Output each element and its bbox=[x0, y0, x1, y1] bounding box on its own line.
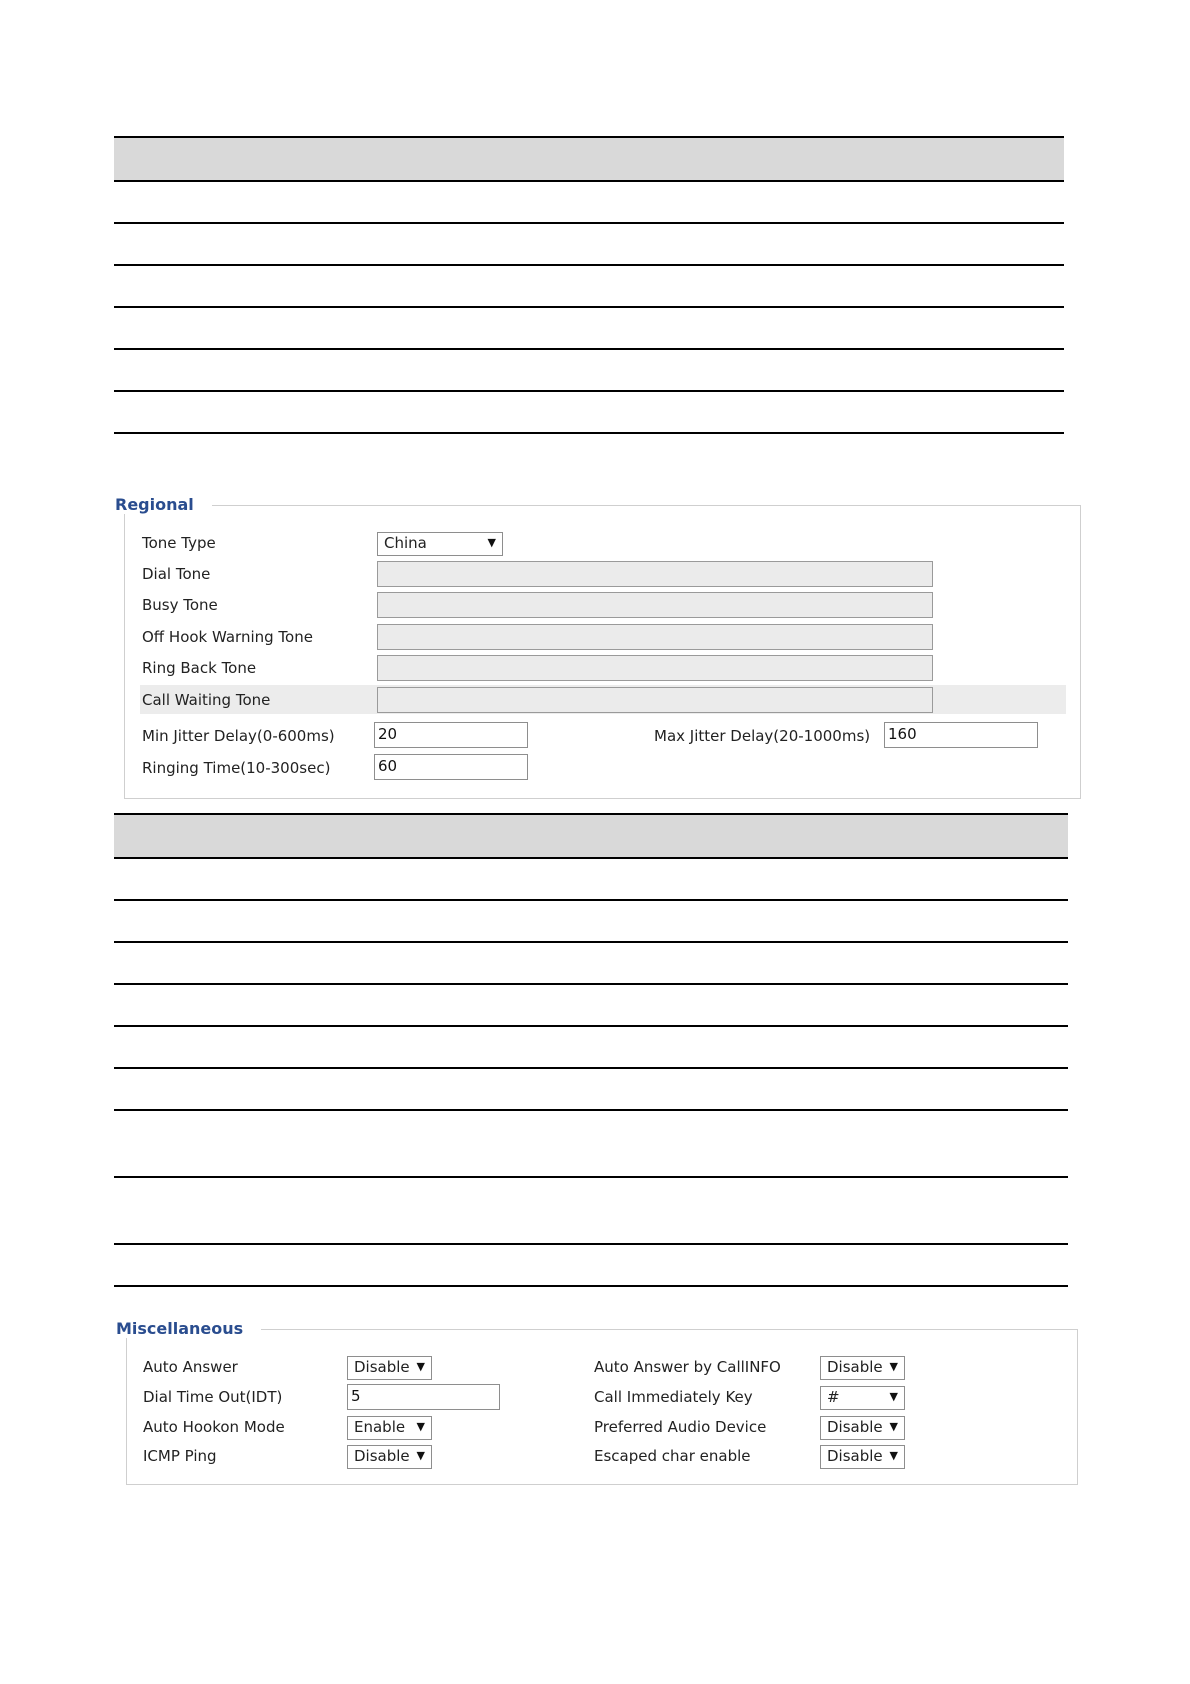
call-immediately-key-select[interactable] bbox=[820, 1386, 905, 1410]
chevron-down-icon: ▼ bbox=[416, 1360, 425, 1373]
preferred-audio-device-label: Preferred Audio Device bbox=[594, 1418, 767, 1436]
table-row bbox=[114, 1067, 1068, 1069]
dial-time-out-input[interactable]: 5 bbox=[347, 1384, 500, 1410]
chevron-down-icon: ▼ bbox=[416, 1420, 425, 1433]
table-row bbox=[114, 432, 1064, 434]
table-row bbox=[114, 222, 1064, 224]
table-row bbox=[114, 1025, 1068, 1027]
table-row bbox=[114, 941, 1068, 943]
dial-time-out-label: Dial Time Out(IDT) bbox=[143, 1388, 283, 1406]
auto-answer-by-callinfo-value: Disable bbox=[827, 1358, 883, 1376]
busy-tone-label: Busy Tone bbox=[142, 596, 218, 614]
preferred-audio-device-value: Disable bbox=[827, 1418, 883, 1436]
icmp-ping-value: Disable bbox=[354, 1447, 410, 1465]
table-row bbox=[114, 1109, 1068, 1111]
min-jitter-delay-label: Min Jitter Delay(0-600ms) bbox=[142, 727, 335, 745]
auto-answer-label: Auto Answer bbox=[143, 1358, 238, 1376]
middle-blank-table bbox=[114, 813, 1068, 1288]
ring-back-tone-field[interactable] bbox=[377, 655, 933, 681]
tone-type-value: China bbox=[384, 534, 427, 552]
regional-fieldset bbox=[124, 505, 1081, 799]
ring-back-tone-label: Ring Back Tone bbox=[142, 659, 257, 677]
table-row bbox=[114, 264, 1064, 266]
top-blank-table bbox=[114, 136, 1064, 436]
call-waiting-tone-field[interactable] bbox=[377, 687, 933, 713]
chevron-down-icon: ▼ bbox=[889, 1360, 898, 1373]
table-row bbox=[114, 1285, 1068, 1287]
off-hook-warning-tone-field[interactable] bbox=[377, 624, 933, 650]
chevron-down-icon: ▼ bbox=[487, 536, 496, 549]
ringing-time-input[interactable]: 60 bbox=[374, 754, 528, 780]
call-immediately-key-label: Call Immediately Key bbox=[594, 1388, 753, 1406]
dial-tone-label: Dial Tone bbox=[142, 565, 211, 583]
busy-tone-field[interactable] bbox=[377, 592, 933, 618]
tone-type-select[interactable] bbox=[377, 532, 503, 556]
auto-answer-by-callinfo-label: Auto Answer by CallINFO bbox=[594, 1358, 781, 1376]
table-row bbox=[114, 390, 1064, 392]
chevron-down-icon: ▼ bbox=[889, 1390, 898, 1403]
chevron-down-icon: ▼ bbox=[889, 1420, 898, 1433]
table-row bbox=[114, 983, 1068, 985]
auto-hookon-mode-label: Auto Hookon Mode bbox=[143, 1418, 285, 1436]
escaped-char-enable-label: Escaped char enable bbox=[594, 1447, 751, 1465]
table-row bbox=[114, 348, 1064, 350]
chevron-down-icon: ▼ bbox=[416, 1449, 425, 1462]
icmp-ping-label: ICMP Ping bbox=[143, 1447, 217, 1465]
auto-hookon-mode-value: Enable bbox=[354, 1418, 406, 1436]
auto-answer-value: Disable bbox=[354, 1358, 410, 1376]
auto-answer-by-callinfo-select[interactable] bbox=[820, 1356, 905, 1380]
table-row bbox=[114, 899, 1068, 901]
max-jitter-delay-input[interactable]: 160 bbox=[884, 722, 1038, 748]
table-row bbox=[114, 1176, 1068, 1178]
middle-table-header bbox=[114, 813, 1068, 859]
max-jitter-delay-label: Max Jitter Delay(20-1000ms) bbox=[654, 727, 871, 745]
top-table-header bbox=[114, 136, 1064, 182]
escaped-char-enable-select[interactable] bbox=[820, 1445, 905, 1469]
tone-type-label: Tone Type bbox=[142, 534, 216, 552]
auto-hookon-mode-select[interactable] bbox=[347, 1416, 432, 1440]
icmp-ping-select[interactable] bbox=[347, 1445, 432, 1469]
call-waiting-tone-label: Call Waiting Tone bbox=[142, 691, 271, 709]
chevron-down-icon: ▼ bbox=[889, 1449, 898, 1462]
min-jitter-delay-input[interactable]: 20 bbox=[374, 722, 528, 748]
dial-tone-field[interactable] bbox=[377, 561, 933, 587]
ringing-time-label: Ringing Time(10-300sec) bbox=[142, 759, 331, 777]
table-row bbox=[114, 306, 1064, 308]
table-row bbox=[114, 1243, 1068, 1245]
call-immediately-key-value: # bbox=[827, 1388, 840, 1406]
auto-answer-select[interactable] bbox=[347, 1356, 432, 1380]
preferred-audio-device-select[interactable] bbox=[820, 1416, 905, 1440]
off-hook-warning-tone-label: Off Hook Warning Tone bbox=[142, 628, 313, 646]
miscellaneous-legend: Miscellaneous bbox=[116, 1319, 261, 1338]
escaped-char-enable-value: Disable bbox=[827, 1447, 883, 1465]
regional-legend: Regional bbox=[115, 495, 212, 514]
